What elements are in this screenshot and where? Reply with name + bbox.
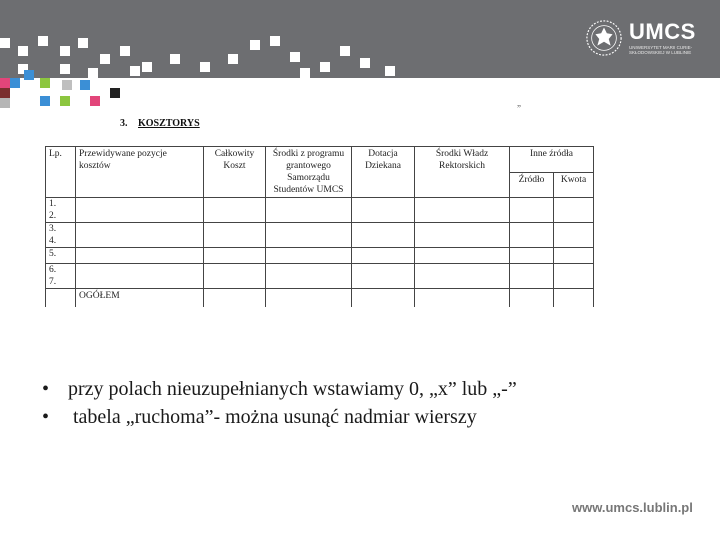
- pixel-square: [24, 70, 34, 80]
- pixel-square: [360, 58, 370, 68]
- brand-subtitle: UNIWERSYTET MARII CURIE-SKŁODOWSKIEJ W LUBLINIE: [629, 45, 693, 55]
- pixel-square: [10, 78, 20, 88]
- header-dean: Dotacja Dziekana: [352, 147, 415, 198]
- pixel-square: [385, 66, 395, 76]
- pixel-square: [320, 62, 330, 72]
- header-items: Przewidywane pozycje kosztów: [76, 147, 204, 198]
- umcs-logo: [585, 18, 697, 58]
- pixel-square: [290, 52, 300, 62]
- bullet-dot-icon: •: [42, 406, 50, 428]
- pixel-square: [78, 38, 88, 48]
- pixel-square: [300, 68, 310, 78]
- row-number: 4.: [49, 236, 57, 246]
- row-numbers-3-4: [46, 223, 76, 248]
- pixel-square: [62, 80, 72, 90]
- pixel-square: [142, 62, 152, 72]
- bullet-item: [42, 403, 517, 431]
- bullet-item: [42, 375, 517, 403]
- row-number: 3.: [49, 224, 57, 234]
- pixel-square: [100, 54, 110, 64]
- kosztorys-scan: [45, 98, 595, 362]
- pixel-square: [270, 36, 280, 46]
- header-other-amount: Kwota: [554, 172, 594, 198]
- header-other-source: Źródło: [510, 172, 554, 198]
- pixel-square: [38, 36, 48, 46]
- pixel-square: [18, 46, 28, 56]
- row-numbers-1-2: [46, 198, 76, 223]
- bullet-text: tabela „ruchoma”- można usunąć nadmiar wierszy: [68, 406, 477, 428]
- pixel-square: [110, 88, 120, 98]
- row-number: 2.: [49, 211, 57, 221]
- pixel-square: [130, 66, 140, 76]
- footer-url: www.umcs.lublin.pl: [572, 500, 693, 515]
- pixel-square: [0, 88, 10, 98]
- header-total-cost: Całkowity Koszt: [204, 147, 266, 198]
- bullet-text: przy polach nieuzupełnianych wstawiamy 0, „x” lub „-”: [68, 378, 517, 400]
- bullet-dot-icon: •: [42, 378, 50, 400]
- pixel-square: [88, 68, 98, 78]
- pixel-square: [80, 80, 90, 90]
- row-number: 1.: [49, 199, 57, 209]
- pixel-square: [40, 96, 50, 106]
- row-number: 5.: [46, 248, 76, 264]
- header-other: Inne źródła: [510, 147, 594, 173]
- pixel-square: [340, 46, 350, 56]
- pixel-square: [60, 46, 70, 56]
- section-number: 3.: [120, 118, 128, 129]
- pixel-square: [0, 38, 10, 48]
- pixel-square: [228, 54, 238, 64]
- pixel-square: [60, 64, 70, 74]
- header-lp: Lp.: [46, 147, 76, 198]
- section-title: [120, 118, 200, 129]
- pixel-square: [90, 96, 100, 106]
- corner-mark: „: [517, 98, 521, 108]
- university-seal-icon: [585, 19, 623, 57]
- pixel-square: [200, 62, 210, 72]
- pixel-square: [0, 78, 10, 88]
- pixel-square: [40, 78, 50, 88]
- pixel-square: [0, 98, 10, 108]
- pixel-square: [170, 54, 180, 64]
- row-number: 7.: [49, 277, 57, 287]
- row-number: 6.: [49, 265, 57, 275]
- brand-name: UMCS: [629, 19, 696, 44]
- header-rector: Środki Władz Rektorskich: [415, 147, 510, 198]
- bullet-list: [42, 375, 517, 431]
- pixel-square: [250, 40, 260, 50]
- cost-table: [45, 146, 594, 307]
- total-label: OGÓŁEM: [76, 289, 204, 308]
- pixel-square: [60, 96, 70, 106]
- row-numbers-6-7: [46, 264, 76, 289]
- header-grant: Środki z programu grantowego Samorządu Studentów UMCS: [266, 147, 352, 198]
- section-name: KOSZTORYS: [138, 118, 200, 129]
- pixel-square: [120, 46, 130, 56]
